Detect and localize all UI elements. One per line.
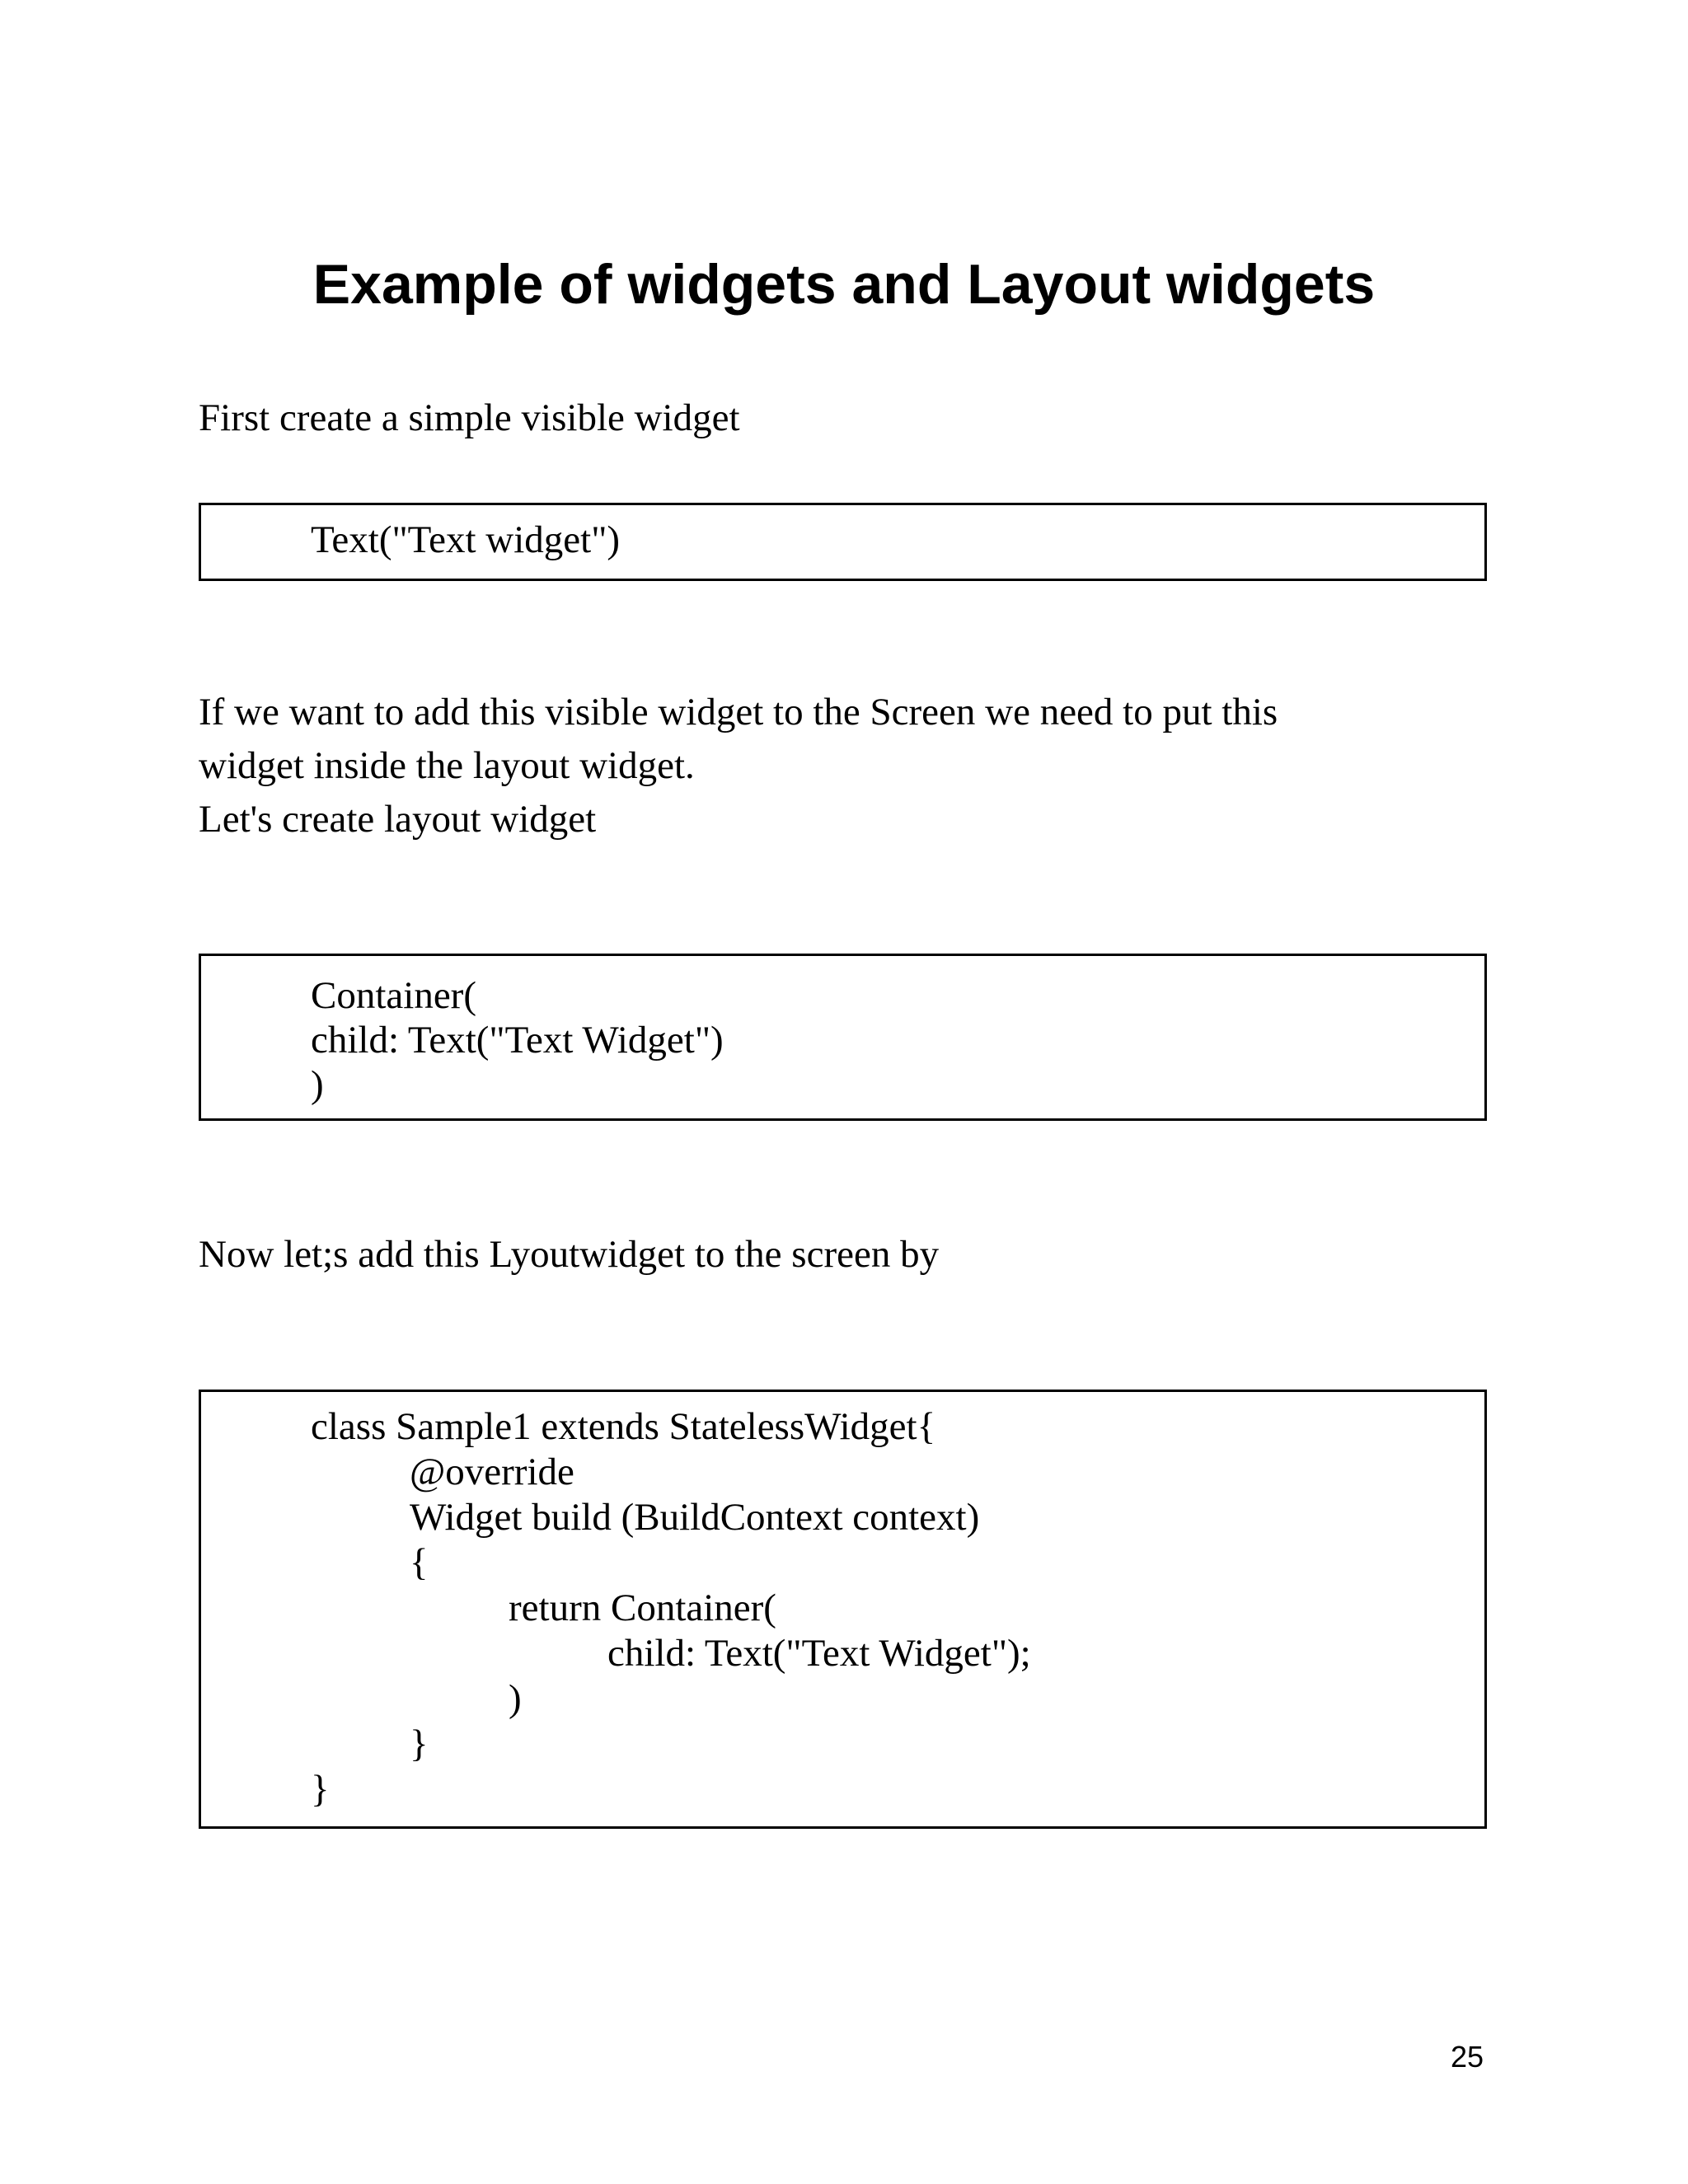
code-block-text-widget — [199, 503, 1487, 581]
code-line: ) — [311, 1063, 324, 1106]
code-line: ) — [509, 1677, 522, 1720]
code-line: child: Text("Text Widget"); — [607, 1632, 1031, 1675]
code-line: @override — [410, 1451, 574, 1493]
code-line: Widget build (BuildContext context) — [410, 1496, 980, 1539]
code-line: } — [311, 1768, 330, 1811]
code-line: } — [410, 1722, 429, 1765]
page-title: Example of widgets and Layout widgets — [312, 253, 1376, 316]
code-line: child: Text("Text Widget") — [311, 1019, 724, 1062]
explanation-line-2: widget inside the layout widget. — [199, 744, 695, 787]
code-line: class Sample1 extends StatelessWidget{ — [311, 1405, 936, 1448]
code-block-container — [199, 954, 1487, 1121]
code-line: { — [410, 1541, 429, 1584]
next-step-paragraph: Now let;s add this Lyoutwidget to the screen by — [199, 1233, 940, 1276]
intro-paragraph: First create a simple visible widget — [199, 396, 740, 439]
page-number: 25 — [1450, 2040, 1484, 2074]
explanation-line-3: Let's create layout widget — [199, 798, 597, 841]
code-line: Text("Text widget") — [311, 518, 621, 561]
code-line: Container( — [311, 974, 476, 1017]
code-block-stateless-widget — [199, 1390, 1487, 1829]
explanation-line-1: If we want to add this visible widget to the Screen we need to put this — [199, 691, 1278, 733]
code-line: return Container( — [509, 1586, 776, 1629]
